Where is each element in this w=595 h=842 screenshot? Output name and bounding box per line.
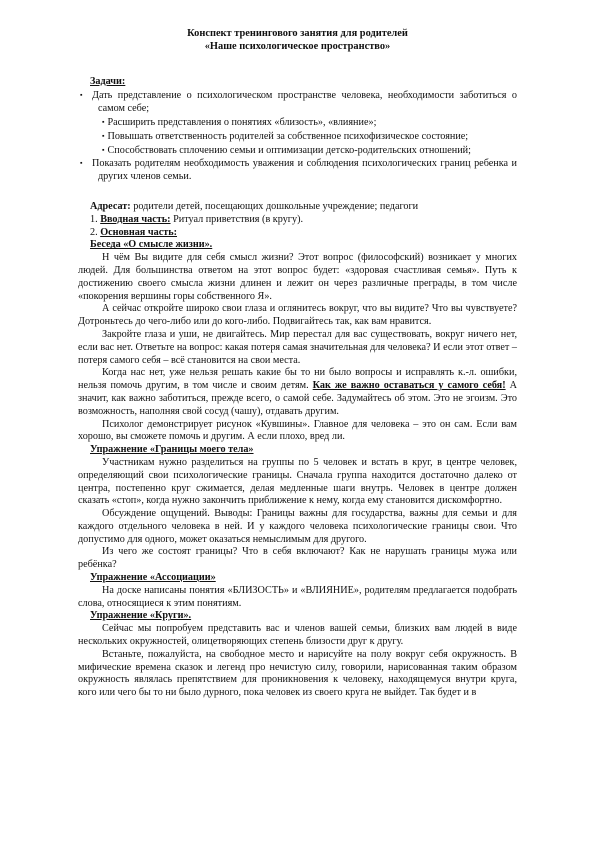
task-item: ▪ Расширить представления о понятиях «близость», «влияние»; xyxy=(102,116,377,128)
emphasis-text: Как же важно оставаться у самого себя! xyxy=(312,380,506,392)
task-item: ▪ Дать представление о психологическом пространстве человека, необходимости заботиться о самом себе; xyxy=(80,90,517,115)
body-paragraph: Когда нас нет, уже нельзя решать какие бы то ни было вопросы и исправлять к.-л. ошибки, нельзя помочь другим, в том числе и своим детям. Как же важно оставаться у самого себя! А значит, как важно заботиться, прежде всего, о самой себе. Задумайтесь об этом. Это не эгоизм. Это возможность, наполняя свой сосуд (чашу), отдавать другим. xyxy=(78,367,517,417)
main-number: 2. xyxy=(90,226,101,238)
task-item: ▪ Показать родителям необходимость уважения и соблюдения психологических границ ребенка и других членов семьи. xyxy=(80,158,517,183)
bullet-icon: ▪ xyxy=(102,145,105,154)
task-item: ▪ Повышать ответственность родителей за собственное психофизическое состояние; xyxy=(102,130,469,142)
main-label: Основная часть: xyxy=(100,226,178,238)
body-paragraph: Участникам нужно разделиться на группы по 5 человек и встать в круг, в центре человек, определяющий свои психологические границы. Сначала группа находится достаточно далеко от центра, постепенно круг сжимается, делая медленные шаги внутрь. Человек в центре должен сказать «стоп», когда нужно закончить приближение к нему, когда ему становится дискомфортно. xyxy=(78,456,517,507)
exercise-heading: Упражнение «Границы моего тела» xyxy=(90,444,254,456)
addressee-line xyxy=(78,201,517,214)
body-paragraph: Из чего же состоят границы? Что в себя включают? Как не нарушать границы мужа или ребёнка? xyxy=(78,546,517,571)
intro-text: Ритуал приветствия (в кругу). xyxy=(170,213,304,225)
body-paragraph: На доске написаны понятия «БЛИЗОСТЬ» и «ВЛИЯНИЕ», родителям предлагается подобрать слова, относящиеся к этим понятиям. xyxy=(78,584,517,609)
task-item: ▪ Способствовать сплочению семьи и оптимизации детско-родительских отношений; xyxy=(102,144,471,156)
conversation-heading: Беседа «О смысле жизни». xyxy=(90,239,213,251)
body-paragraph: Сейчас мы попробуем представить вас и членов вашей семьи, близких вам людей в виде нескольких окружностей, олицетворяющих степень близости друг к другу. xyxy=(78,623,517,648)
bullet-icon: ▪ xyxy=(102,117,105,126)
exercise-heading: Упражнение «Круги». xyxy=(90,610,192,622)
body-paragraph: Обсуждение ощущений. Выводы: Границы важны для государства, важны для семьи и для каждого отдельного человека в ней. И у каждого человека психологические границы свои. Что допустимо для одного, может оказаться немыслимым для другого. xyxy=(78,508,517,545)
intro-number: 1. xyxy=(90,213,101,225)
intro-section-line xyxy=(78,214,517,227)
tasks-heading: Задачи: xyxy=(90,75,126,87)
main-section-line xyxy=(78,227,517,240)
addressee-label: Адресат: xyxy=(90,200,131,212)
exercise-heading: Упражнение «Ассоциации» xyxy=(90,572,216,584)
spacer xyxy=(78,184,517,201)
body-paragraph: Встаньте, пожалуйста, на свободное место и нарисуйте на полу вокруг себя окружность. В мифические времена сказок и легенд про нечистую силу, говорили, нарисованная таким образом окружность являлась препятствием для проникновения к человеку, находящемуся внутри круга, кого или чего бы то ни было дурного, пока человек из своего круга не выйдет. Так будет и в xyxy=(78,648,517,699)
document-title: Конспект тренингового занятия для родителей xyxy=(187,28,408,39)
body-paragraph: А сейчас откройте широко свои глаза и оглянитесь вокруг, что вы видите? Что вы чувствуете? Дотроньтесь до чего-либо или до кого-либо. Подвигайтесь так, как вам нравится. xyxy=(78,303,517,328)
addressee-text: родители детей, посещающих дошкольные учреждение; педагоги xyxy=(130,200,419,212)
body-paragraph: Н чём Вы видите для себя смысл жизни? Этот вопрос (философский) возникает у многих людей. Для большинства ответом на этот вопрос будет: «здоровая счастливая семья». Путь к достижению своего смысла жизни длинен и лежит он через различные преграды, в том числе «покорения вершины горы собственного Я». xyxy=(78,252,517,302)
body-paragraph: Закройте глаза и уши, не двигайтесь. Мир перестал для вас существовать, вокруг ничего нет, если вас нет. Ответьте на вопрос: какая потеря самая значительная для человека? И если этот ответ – потеря самого себя – всё становится на свои места. xyxy=(78,328,517,366)
intro-label: Вводная часть: xyxy=(100,213,171,225)
bullet-icon: ▪ xyxy=(102,131,105,140)
body-paragraph: Психолог демонстрирует рисунок «Кувшины». Главное для человека – это он сам. Если вам хорошо, вы сможете помочь и другим. А если плохо, вред ли. xyxy=(78,418,517,443)
document-subtitle: «Наше психологическое пространство» xyxy=(204,40,391,52)
